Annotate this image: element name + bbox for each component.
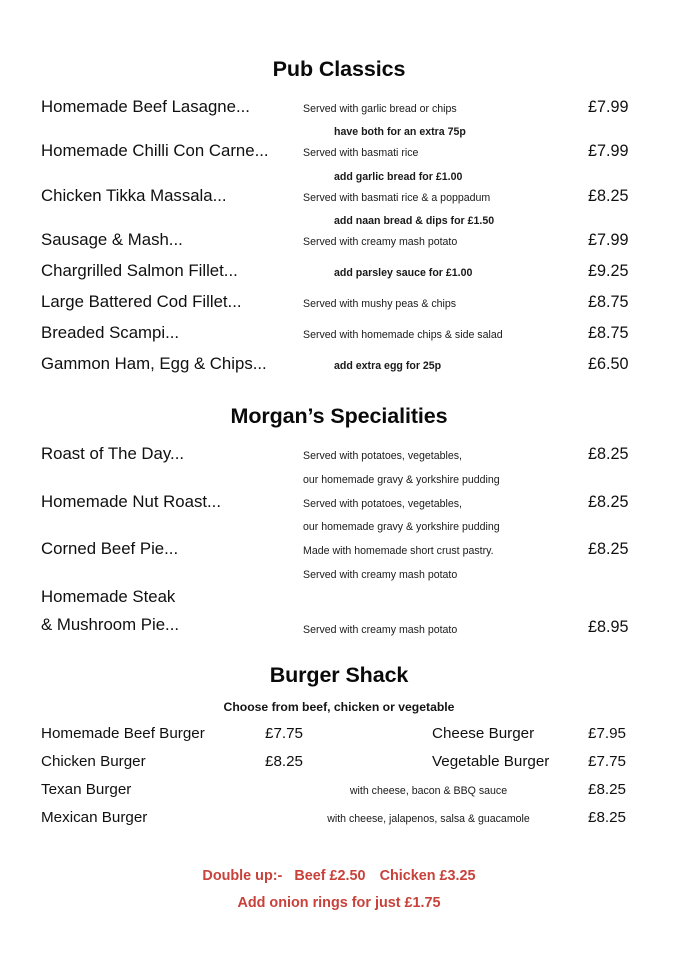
burger-shack-subtitle: Choose from beef, chicken or vegetable: [223, 699, 455, 714]
item-description: [303, 324, 585, 342]
promo-line-1: [0, 868, 678, 884]
burger-price-right: £7.75: [588, 752, 627, 770]
item-name: Homemade Beef Lasagne...: [41, 97, 250, 116]
item-addon-line: add garlic bread for £1.00: [334, 170, 463, 183]
item-description: [303, 588, 585, 593]
section-heading-pub-classics: Pub Classics: [272, 57, 406, 81]
item-name: Corned Beef Pie...: [41, 539, 179, 559]
item-description-line-2: our homemade gravy & yorkshire pudding: [303, 473, 500, 486]
item-description-line: Served with mushy peas & chips: [303, 298, 457, 311]
item-name: Homemade Steak: [41, 586, 176, 606]
burger-name-left: Texan Burger: [41, 780, 132, 798]
menu-item-row: [0, 540, 678, 581]
promo-double-up-label: Double up:-: [202, 867, 283, 884]
item-description: [303, 98, 585, 139]
item-description-line: Served with creamy mash potato: [303, 623, 458, 636]
item-addon-line: add parsley sauce for £1.00: [334, 267, 473, 280]
item-price: £8.95: [588, 617, 629, 636]
item-description-line: Served with creamy mash potato: [303, 236, 458, 249]
item-price: £8.75: [588, 293, 629, 312]
item-description: [303, 616, 585, 637]
burger-price-left: £8.25: [265, 752, 304, 770]
burger-name-left: Homemade Beef Burger: [41, 724, 205, 742]
item-name: Homemade Nut Roast...: [41, 491, 222, 511]
item-description: [303, 540, 585, 581]
item-price: £7.99: [588, 231, 629, 250]
item-price: £8.25: [588, 186, 629, 205]
menu-item-row: [0, 293, 678, 312]
item-addon-line: have both for an extra 75p: [334, 126, 466, 139]
menu-item-row: [0, 324, 678, 343]
menu-item-row: [0, 445, 678, 486]
burger-price-right: £7.95: [588, 724, 627, 742]
burger-name-left: Mexican Burger: [41, 808, 148, 826]
item-description: [303, 445, 585, 486]
item-name: Homemade Chilli Con Carne...: [41, 141, 269, 161]
burger-row: [0, 809, 678, 826]
item-description-line: Served with potatoes, vegetables,: [303, 450, 463, 463]
burger-description: with cheese, bacon & BBQ sauce: [349, 784, 508, 797]
item-description: [303, 231, 585, 249]
burger-row: [0, 781, 678, 798]
item-description-line-2: Served with creamy mash potato: [303, 568, 458, 581]
burger-row: [0, 725, 678, 742]
item-description-line: Served with basmati rice: [303, 147, 419, 160]
burger-description: with cheese, jalapenos, salsa & guacamole: [327, 812, 530, 825]
item-description: [303, 262, 585, 280]
item-description: [303, 293, 585, 311]
item-price: £9.25: [588, 262, 629, 281]
item-name: Roast of The Day...: [41, 444, 185, 464]
menu-item-row: [0, 142, 678, 183]
item-price: £8.25: [588, 540, 629, 559]
menu-item-row: [0, 355, 678, 374]
menu-item-row: [0, 231, 678, 250]
menu-item-row: [0, 98, 678, 139]
item-description-line: Served with garlic bread or chips: [303, 103, 457, 115]
burger-price-right: £8.25: [588, 808, 627, 826]
promo-line-2: Add onion rings for just £1.75: [237, 894, 441, 911]
menu-item-row: [0, 187, 678, 228]
item-name: Sausage & Mash...: [41, 230, 183, 250]
item-price: £8.25: [588, 445, 629, 464]
burger-price-left: £7.75: [265, 724, 304, 742]
item-description: [303, 493, 585, 534]
item-price: £7.99: [588, 98, 629, 116]
promo-beef-price: Beef £2.50: [294, 867, 366, 884]
item-addon-line: add extra egg for 25p: [334, 360, 442, 373]
item-description-line: Served with potatoes, vegetables,: [303, 497, 463, 510]
item-name: Large Battered Cod Fillet...: [41, 292, 242, 312]
item-description: [303, 187, 585, 228]
item-name: Gammon Ham, Egg & Chips...: [41, 354, 267, 374]
burger-row: [0, 753, 678, 770]
menu-item-row: [0, 493, 678, 534]
burger-price-right: £8.25: [588, 780, 627, 798]
item-description: [303, 355, 585, 373]
item-name: Chargrilled Salmon Fillet...: [41, 261, 238, 281]
item-addon-line: add naan bread & dips for £1.50: [334, 215, 495, 228]
menu-item-row: [0, 616, 678, 637]
item-description-line: Served with homemade chips & side salad: [303, 329, 503, 342]
item-name: Breaded Scampi...: [41, 323, 180, 343]
section-heading-burger-shack: Burger Shack: [269, 662, 409, 687]
item-price: £8.25: [588, 492, 629, 511]
item-name: & Mushroom Pie...: [41, 614, 180, 634]
item-name: Chicken Tikka Massala...: [41, 185, 227, 205]
item-price: £6.50: [588, 355, 629, 374]
burger-name-right: Vegetable Burger: [432, 752, 550, 770]
menu-item-row: [0, 588, 678, 607]
promo-chicken-price: Chicken £3.25: [379, 867, 476, 884]
item-description-line: Served with basmati rice & a poppadum: [303, 191, 491, 204]
burger-name-left: Chicken Burger: [41, 752, 146, 770]
item-price: £8.75: [588, 324, 629, 343]
item-description: [303, 142, 585, 183]
item-description-line: Made with homemade short crust pastry.: [303, 545, 494, 558]
item-description-line-2: our homemade gravy & yorkshire pudding: [303, 521, 500, 534]
menu-item-row: [0, 262, 678, 281]
item-price: £7.99: [588, 142, 629, 161]
section-heading-morgans-specialities: Morgan’s Specialities: [230, 404, 448, 429]
burger-name-right: Cheese Burger: [432, 724, 535, 742]
